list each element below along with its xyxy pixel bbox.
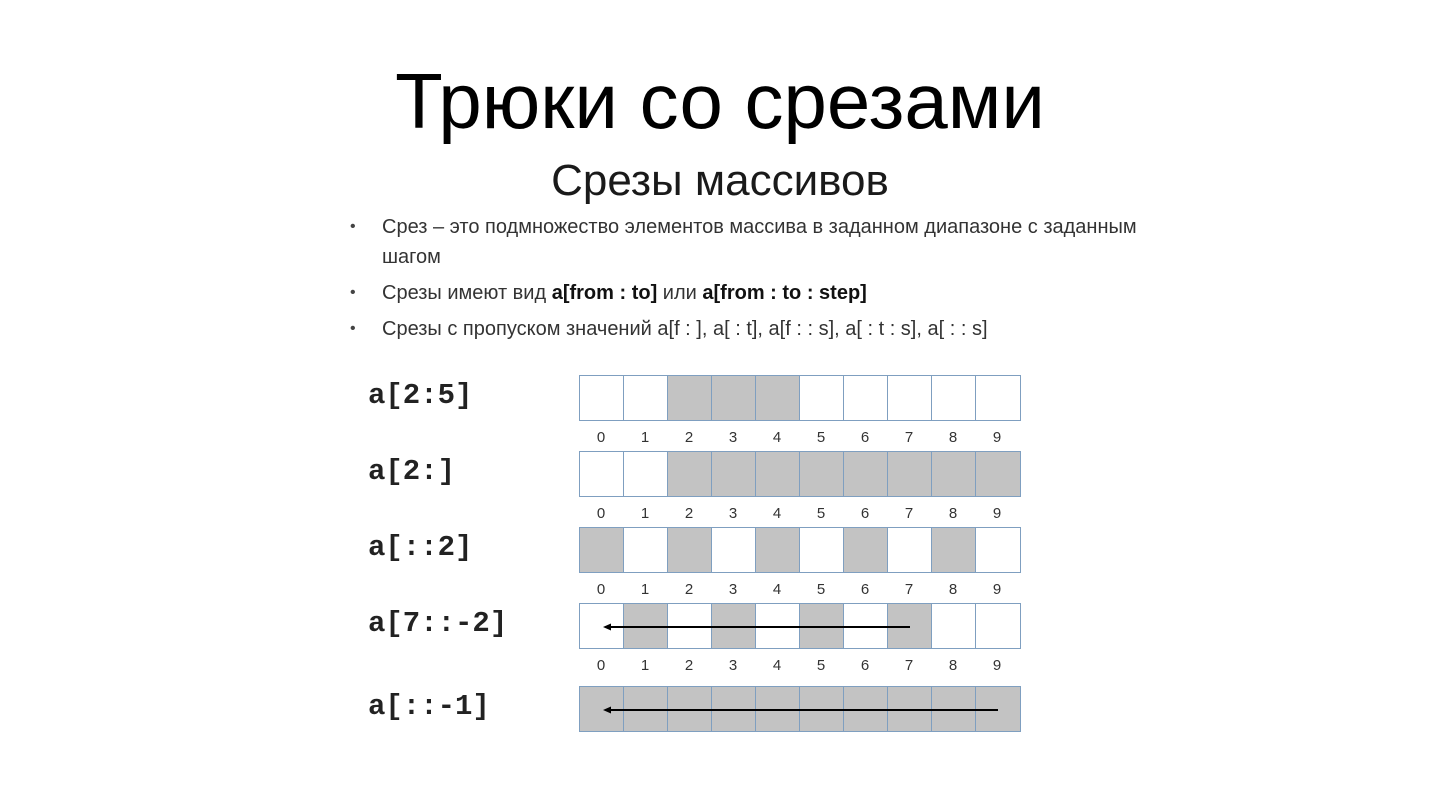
bullet-text: или [657,282,703,304]
index-label: 8 [948,581,958,598]
array-cell-selected [800,604,844,648]
bullet-text: Срезы с пропуском значений [382,318,658,340]
slide-subtitle: Срезы массивов [551,156,889,205]
array-cell [976,376,1020,420]
index-label: 3 [728,657,738,674]
array-cell-selected [712,452,756,496]
index-label: 9 [992,581,1002,598]
array-cell-selected [668,376,712,420]
index-label: 7 [904,505,914,522]
array-row [579,603,1021,649]
slice-label: a[7::-2] [368,607,508,640]
index-label: 4 [772,657,782,674]
index-label: 8 [948,657,958,674]
array-cell [580,452,624,496]
bullet-item [350,314,1140,344]
index-row [579,657,1019,674]
array-cell-selected [844,687,888,731]
index-label: 5 [816,505,826,522]
array-cell-selected [888,452,932,496]
index-label: 7 [904,657,914,674]
bullet-text: Срезы имеют вид [382,282,552,304]
array-cell-selected [756,528,800,572]
array-cell-selected [668,528,712,572]
array-cell-selected [976,687,1020,731]
index-label: 2 [684,429,694,446]
array-cell-selected [756,376,800,420]
index-label: 3 [728,581,738,598]
index-label: 1 [640,581,650,598]
array-cell [580,604,624,648]
index-label: 3 [728,429,738,446]
array-cell-selected [756,687,800,731]
index-row [579,505,1019,522]
array-cell [800,528,844,572]
array-cell [932,604,976,648]
slice-label: a[::-1] [368,690,490,723]
index-label: 3 [728,505,738,522]
array-cell [624,452,668,496]
array-cell-selected [800,452,844,496]
array-cell-selected [756,452,800,496]
index-label: 5 [816,581,826,598]
index-label: 0 [596,505,606,522]
array-cell-selected [888,687,932,731]
slice-label: a[2:5] [368,379,473,412]
bullet-item [350,212,1140,272]
array-cell [976,528,1020,572]
array-cell [624,528,668,572]
array-cell-selected [580,687,624,731]
slice-label: a[2:] [368,455,456,488]
index-label: 9 [992,429,1002,446]
index-label: 8 [948,429,958,446]
index-label: 2 [684,581,694,598]
index-label: 0 [596,581,606,598]
array-cell [932,376,976,420]
array-cell-selected [844,528,888,572]
slice-syntax: a[from : to] [551,282,658,304]
index-row [579,429,1019,446]
array-cell-selected [668,687,712,731]
array-cell [888,528,932,572]
index-label: 6 [860,505,870,522]
array-cell [800,376,844,420]
index-label: 1 [640,505,650,522]
bullet-text: Срез – это подмножество элементов массива в заданном диапазоне с заданным шагом [382,216,1137,268]
index-label: 4 [772,581,782,598]
array-cell-selected [932,528,976,572]
slice-forms: a[f : ], a[ : t], a[f : : s], a[ : t : s], a[ : : s] [657,318,988,340]
index-row [579,581,1019,598]
index-label: 6 [860,429,870,446]
array-row [579,375,1021,421]
bullet-list [350,212,1140,350]
array-cell-selected [932,452,976,496]
array-cell-selected [800,687,844,731]
array-cell [756,604,800,648]
index-label: 1 [640,429,650,446]
index-label: 7 [904,429,914,446]
index-label: 9 [992,657,1002,674]
array-cell-selected [580,528,624,572]
index-label: 5 [816,429,826,446]
array-cell [888,376,932,420]
index-label: 4 [772,429,782,446]
index-label: 9 [992,505,1002,522]
array-row [579,451,1021,497]
index-label: 2 [684,657,694,674]
index-label: 6 [860,581,870,598]
array-cell [976,604,1020,648]
slice-syntax-step: a[from : to : step] [702,282,867,304]
array-cell-selected [712,687,756,731]
bullet-item [350,278,1140,308]
slide-title: Трюки со срезами [395,57,1045,145]
array-cell-selected [712,604,756,648]
index-label: 2 [684,505,694,522]
index-label: 0 [596,657,606,674]
array-cell-selected [932,687,976,731]
array-cell [844,376,888,420]
array-cell [624,376,668,420]
array-cell-selected [888,604,932,648]
index-label: 5 [816,657,826,674]
index-label: 1 [640,657,650,674]
index-label: 6 [860,657,870,674]
array-cell [580,376,624,420]
index-label: 8 [948,505,958,522]
array-cell [668,604,712,648]
index-label: 0 [596,429,606,446]
array-cell-selected [976,452,1020,496]
array-cell [712,528,756,572]
array-cell-selected [844,452,888,496]
array-cell-selected [712,376,756,420]
array-row [579,686,1021,732]
slice-label: a[::2] [368,531,473,564]
array-cell-selected [668,452,712,496]
array-cell-selected [624,604,668,648]
index-label: 7 [904,581,914,598]
index-label: 4 [772,505,782,522]
array-cell-selected [624,687,668,731]
array-row [579,527,1021,573]
array-cell [844,604,888,648]
